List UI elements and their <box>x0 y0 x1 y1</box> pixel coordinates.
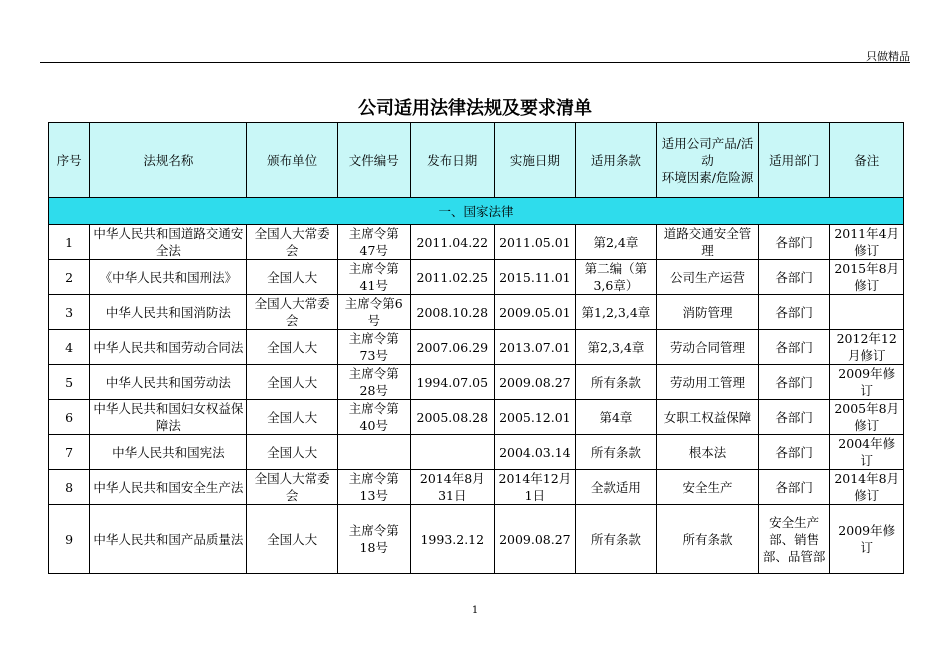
remarks-cell: 2005年8月修订 <box>830 400 904 435</box>
applicable-clauses-cell: 第1,2,3,4章 <box>575 295 657 330</box>
effective-date-cell: 2014年12月1日 <box>495 470 576 505</box>
table-row <box>49 400 904 435</box>
section-title: 一、国家法律 <box>49 198 904 225</box>
column-header: 文件编号 <box>338 123 411 198</box>
issuing-body-cell: 全国人大 <box>247 260 338 295</box>
row-number-cell: 1 <box>49 225 90 260</box>
issuing-body-cell: 全国人大 <box>247 505 338 574</box>
applicable-clauses-cell: 所有条款 <box>575 505 657 574</box>
row-number-cell: 8 <box>49 470 90 505</box>
regulation-name-cell: 中华人民共和国劳动法 <box>90 365 247 400</box>
applicable-department-cell: 各部门 <box>758 400 830 435</box>
remarks-cell: 2009年修订 <box>830 365 904 400</box>
applicable-activity-cell: 女职工权益保障 <box>657 400 759 435</box>
row-number-cell: 7 <box>49 435 90 470</box>
document-title: 公司适用法律法规及要求清单 <box>358 98 592 119</box>
column-header: 实施日期 <box>495 123 576 198</box>
column-header: 法规名称 <box>90 123 247 198</box>
table-row <box>49 470 904 505</box>
regulation-name-cell: 中华人民共和国劳动合同法 <box>90 330 247 365</box>
issuing-body-cell: 全国人大常委会 <box>247 295 338 330</box>
issuing-body-cell: 全国人大 <box>247 365 338 400</box>
document-number-cell: 主席令第28号 <box>338 365 411 400</box>
column-header: 适用部门 <box>758 123 830 198</box>
applicable-activity-cell: 道路交通安全管理 <box>657 225 759 260</box>
document-number-cell: 主席令第18号 <box>338 505 411 574</box>
table-row <box>49 225 904 260</box>
row-number-cell: 2 <box>49 260 90 295</box>
applicable-department-cell: 各部门 <box>758 295 830 330</box>
table-row <box>49 295 904 330</box>
table-header-row <box>49 123 904 198</box>
header-text: 只做精品 <box>866 50 910 63</box>
section-row <box>49 198 904 225</box>
issuing-body-cell: 全国人大 <box>247 400 338 435</box>
table-row <box>49 435 904 470</box>
issuing-body-cell: 全国人大 <box>247 435 338 470</box>
document-number-cell: 主席令第73号 <box>338 330 411 365</box>
applicable-activity-cell: 劳动合同管理 <box>657 330 759 365</box>
applicable-department-cell: 各部门 <box>758 435 830 470</box>
publish-date-cell: 1993.2.12 <box>410 505 495 574</box>
publish-date-cell: 2007.06.29 <box>410 330 495 365</box>
effective-date-cell: 2011.05.01 <box>495 225 576 260</box>
regulation-name-cell: 中华人民共和国宪法 <box>90 435 247 470</box>
document-number-cell: 主席令第6号 <box>338 295 411 330</box>
regulation-name-cell: 中华人民共和国消防法 <box>90 295 247 330</box>
document-number-cell <box>338 435 411 470</box>
document-number-cell: 主席令第47号 <box>338 225 411 260</box>
applicable-clauses-cell: 所有条款 <box>575 365 657 400</box>
applicable-activity-cell: 劳动用工管理 <box>657 365 759 400</box>
regulation-name-cell: 《中华人民共和国刑法》 <box>90 260 247 295</box>
regulation-name-cell: 中华人民共和国妇女权益保障法 <box>90 400 247 435</box>
column-header: 发布日期 <box>410 123 495 198</box>
remarks-cell: 2004年修订 <box>830 435 904 470</box>
applicable-clauses-cell: 所有条款 <box>575 435 657 470</box>
effective-date-cell: 2009.05.01 <box>495 295 576 330</box>
column-header: 适用公司产品/活动 环境因素/危险源 <box>657 123 759 198</box>
publish-date-cell: 2011.04.22 <box>410 225 495 260</box>
publish-date-cell <box>410 435 495 470</box>
applicable-clauses-cell: 第2,4章 <box>575 225 657 260</box>
applicable-department-cell: 安全生产部、销售部、品管部 <box>758 505 830 574</box>
applicable-activity-cell: 根本法 <box>657 435 759 470</box>
publish-date-cell: 1994.07.05 <box>410 365 495 400</box>
publish-date-cell: 2005.08.28 <box>410 400 495 435</box>
page-number: 1 <box>471 605 479 616</box>
applicable-activity-cell: 公司生产运营 <box>657 260 759 295</box>
publish-date-cell: 2014年8月31日 <box>410 470 495 505</box>
regulation-name-cell: 中华人民共和国道路交通安全法 <box>90 225 247 260</box>
table-row <box>49 505 904 574</box>
remarks-cell: 2012年12月修订 <box>830 330 904 365</box>
remarks-cell: 2009年修订 <box>830 505 904 574</box>
issuing-body-cell: 全国人大常委会 <box>247 470 338 505</box>
effective-date-cell: 2015.11.01 <box>495 260 576 295</box>
effective-date-cell: 2005.12.01 <box>495 400 576 435</box>
remarks-cell: 2014年8月修订 <box>830 470 904 505</box>
table-row <box>49 260 904 295</box>
applicable-clauses-cell: 第4章 <box>575 400 657 435</box>
applicable-clauses-cell: 全款适用 <box>575 470 657 505</box>
applicable-department-cell: 各部门 <box>758 260 830 295</box>
row-number-cell: 6 <box>49 400 90 435</box>
applicable-activity-cell: 安全生产 <box>657 470 759 505</box>
applicable-activity-cell: 所有条款 <box>657 505 759 574</box>
issuing-body-cell: 全国人大 <box>247 330 338 365</box>
row-number-cell: 4 <box>49 330 90 365</box>
column-header: 备注 <box>830 123 904 198</box>
effective-date-cell: 2004.03.14 <box>495 435 576 470</box>
row-number-cell: 3 <box>49 295 90 330</box>
column-header: 颁布单位 <box>247 123 338 198</box>
column-header: 适用条款 <box>575 123 657 198</box>
effective-date-cell: 2013.07.01 <box>495 330 576 365</box>
document-number-cell: 主席令第13号 <box>338 470 411 505</box>
publish-date-cell: 2008.10.28 <box>410 295 495 330</box>
applicable-clauses-cell: 第2,3,4章 <box>575 330 657 365</box>
applicable-department-cell: 各部门 <box>758 225 830 260</box>
row-number-cell: 9 <box>49 505 90 574</box>
table-row <box>49 330 904 365</box>
remarks-cell: 2011年4月修订 <box>830 225 904 260</box>
document-number-cell: 主席令第40号 <box>338 400 411 435</box>
header-divider <box>40 62 910 63</box>
applicable-department-cell: 各部门 <box>758 330 830 365</box>
effective-date-cell: 2009.08.27 <box>495 505 576 574</box>
applicable-activity-cell: 消防管理 <box>657 295 759 330</box>
regulation-name-cell: 中华人民共和国安全生产法 <box>90 470 247 505</box>
regulation-name-cell: 中华人民共和国产品质量法 <box>90 505 247 574</box>
row-number-cell: 5 <box>49 365 90 400</box>
remarks-cell: 2015年8月修订 <box>830 260 904 295</box>
applicable-department-cell: 各部门 <box>758 365 830 400</box>
column-header: 序号 <box>49 123 90 198</box>
publish-date-cell: 2011.02.25 <box>410 260 495 295</box>
effective-date-cell: 2009.08.27 <box>495 365 576 400</box>
issuing-body-cell: 全国人大常委会 <box>247 225 338 260</box>
table-row <box>49 365 904 400</box>
document-number-cell: 主席令第41号 <box>338 260 411 295</box>
remarks-cell <box>830 295 904 330</box>
regulations-table <box>48 122 904 574</box>
applicable-department-cell: 各部门 <box>758 470 830 505</box>
applicable-clauses-cell: 第二编（第3,6章） <box>575 260 657 295</box>
